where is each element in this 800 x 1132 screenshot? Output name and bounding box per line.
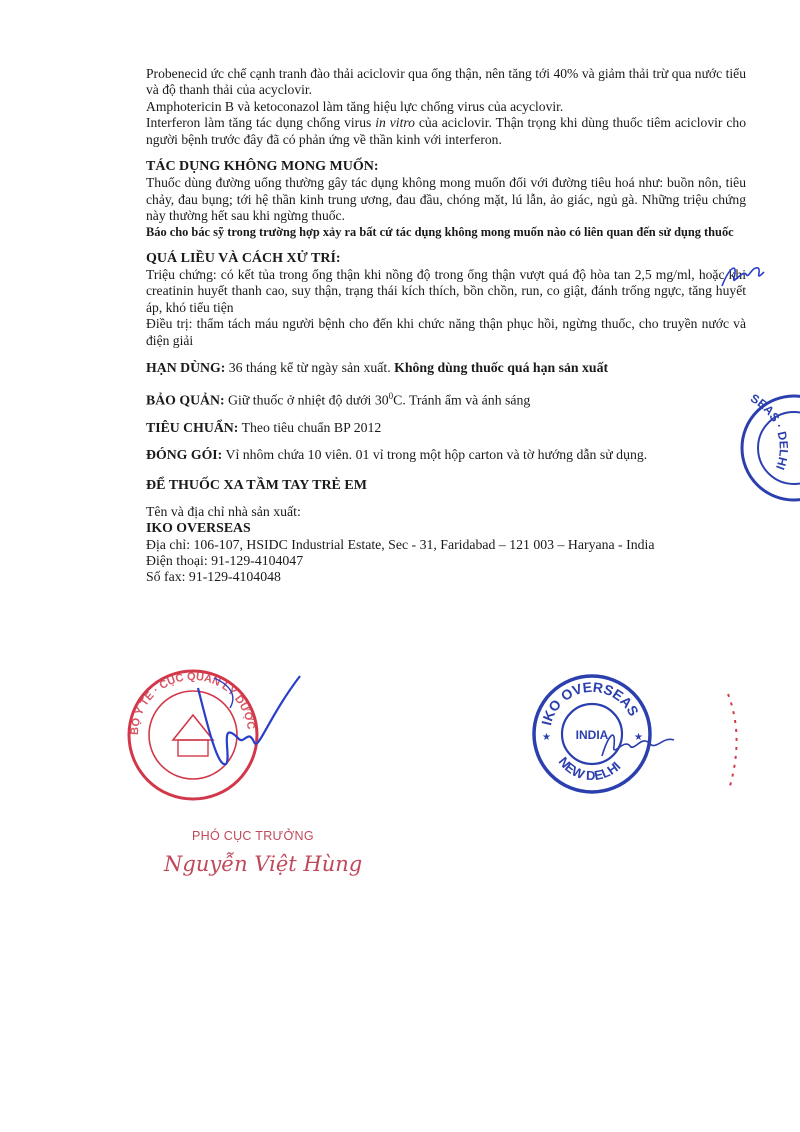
interaction-interferon [146,115,746,148]
edge-red-mark [724,690,744,790]
standard-text: Theo tiêu chuẩn BP 2012 [238,419,382,435]
svg-text:★: ★ [542,732,551,743]
storage-label: BẢO QUẢN: [146,392,225,408]
standard-label: TIÊU CHUẨN: [146,419,239,435]
standard [146,420,746,436]
manufacturer-name: IKO OVERSEAS [146,520,251,536]
company-seal-bottom-text: NEW DELHI [555,754,624,784]
storage-text-a: Giữ thuốc ở nhiệt độ dưới 30 [224,392,389,408]
manufacturer-fax: Số fax: 91-129-4104048 [146,569,281,585]
interaction-amphotericin: Amphotericin B và ketoconazol làm tăng hiệu lực chống virus của acyclovir. [146,98,564,114]
overdose-heading: QUÁ LIỀU VÀ CÁCH XỬ TRÍ: [146,250,341,266]
company-seal-top-text: IKO OVERSEAS [538,678,643,727]
overdose-symptoms: Triệu chứng: có kết tủa trong ống thận khi nồng độ trong ống thận vượt quá độ hòa tan 2,5 mg/ml, hoặc khi creatinin huyết thanh cao, suy thận, trạng thái kích thích, bồn chồn, run, co giật, đánh trống ngực, tăng huyết áp, khó tiểu tiện [146,267,746,315]
storage [146,388,746,409]
shelf-life [146,360,746,376]
manufacturer-address: Địa chỉ: 106-107, HSIDC Industrial Estate, Sec - 31, Faridabad – 121 003 – Haryana - India [146,536,655,552]
child-warning: ĐỂ THUỐC XA TẦM TAY TRẺ EM [146,478,367,494]
side-effects-body: Thuốc dùng đường uống thường gây tác dụng không mong muốn đối với đường tiêu hoá như: buồn nôn, tiêu chảy, đau bụng; tới hệ thần kinh trung ương, đau đầu, chóng mặt, lú lẫn, ảo giác, ngủ gà. Những triệu chứng này thường hết sau khi ngừng thuốc. [146,175,746,224]
interaction-interferon-text-a: Interferon làm tăng tác dụng chống virus [146,115,376,131]
manufacturer-phone: Điện thoại: 91-129-4104047 [146,552,304,568]
initials-signature [718,256,768,296]
overdose-treatment: Điều trị: thẩm tách máu người bệnh cho đến khi chức năng thận phục hồi, ngừng thuốc, cho truyền nước và điện giải [146,316,746,348]
manufacturer-intro: Tên và địa chỉ nhà sản xuất: [146,503,301,519]
company-signature [598,716,678,766]
side-effects-note: Báo cho bác sỹ trong trường hợp xảy ra bất cứ tác dụng không mong muốn nào có liên quan đến sử dụng thuốc [146,224,734,239]
degree-sup: 0 [388,390,394,401]
in-vitro-term: in vitro [375,115,415,131]
storage-text-b: C. Tránh ẩm và ánh sáng [393,392,531,408]
interaction-probenecid: Probenecid ức chế cạnh tranh đào thải aciclovir qua ống thận, nên tăng tới 40% và giảm thải trừ qua nước tiểu và độ thanh thải của acyclovir. [146,66,746,98]
signatory-name: Nguyễn Việt Hùng [164,852,363,876]
shelf-life-label: HẠN DÙNG: [146,360,226,376]
packing-label: ĐÓNG GÓI: [146,446,223,462]
packing [146,447,746,463]
shelf-life-text: 36 tháng kể từ ngày sản xuất. [225,360,395,376]
official-signature [178,668,308,788]
svg-text:★: ★ [634,732,643,743]
packing-text: Vỉ nhôm chứa 10 viên. 01 vỉ trong một hộp carton và tờ hướng dẫn sử dụng. [222,446,648,462]
shelf-life-warning: Không dùng thuốc quá hạn sản xuất [394,360,609,376]
side-seal-ring-text: SEAS · DELHI [748,391,791,472]
company-seal-partial [722,388,800,508]
interaction-interferon-text-b: của aciclovir. Thận trọng khi dùng thuốc tiêm aciclovir cho người bệnh trước đây đã có phản ứng về thần kinh với interferon. [146,115,746,147]
company-seal-center-text: INDIA [575,728,609,742]
signatory-title: PHÓ CỤC TRƯỞNG [192,829,314,843]
official-seal-ring-text: BỘ Y TẾ · CỤC QUẢN LÝ DƯỢC [128,670,257,736]
side-effects-heading: TÁC DỤNG KHÔNG MONG MUỐN: [146,159,379,175]
document-body [146,66,746,586]
